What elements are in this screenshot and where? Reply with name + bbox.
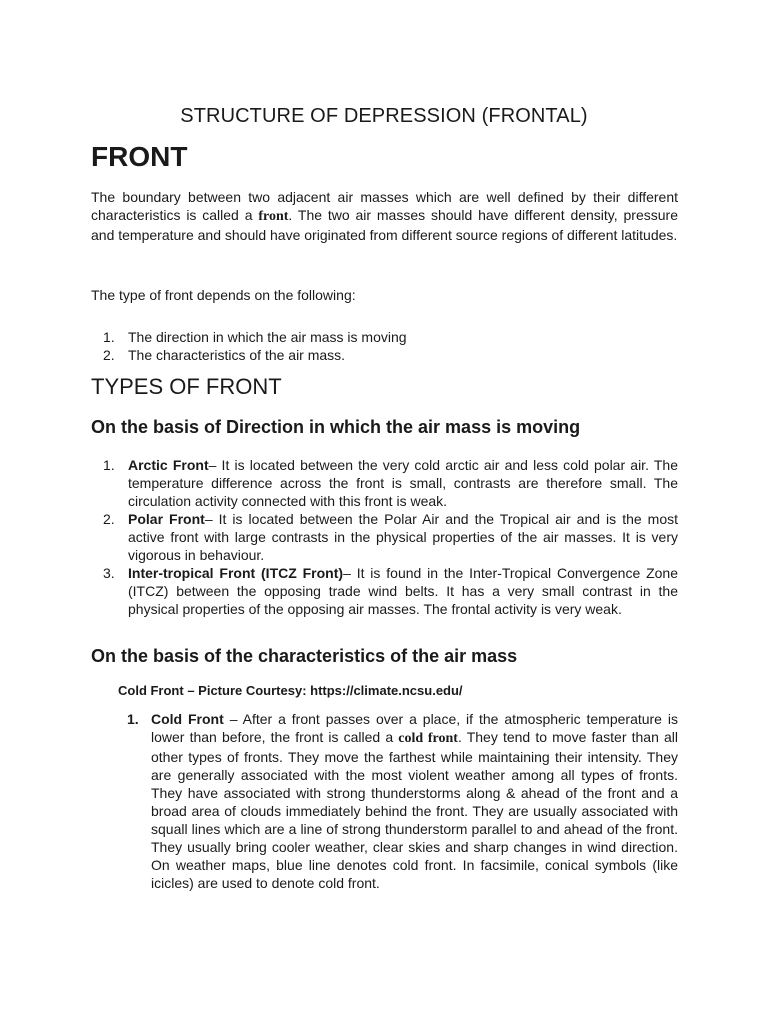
list-description: – It is located between the Polar Air and the Tropical air and is the most active front with large contrasts in the physical properties of the air masses. It is very vigorous in behaviour. bbox=[128, 511, 679, 563]
list-item bbox=[91, 456, 678, 510]
intro-text-before: The boundary between two adjacent air masses which are well defined by their different characteristics is called a bbox=[91, 189, 678, 223]
cold-front-before: – After a front passes over a place, if the atmospheric temperature is lower than before, the front is called a bbox=[151, 711, 678, 745]
intro-term: front bbox=[258, 209, 289, 224]
front-heading: FRONT bbox=[91, 141, 188, 172]
cold-front-text bbox=[151, 710, 678, 892]
list-text: The characteristics of the air mass. bbox=[128, 347, 346, 363]
list-number: 1. bbox=[103, 329, 115, 345]
list-number: 1. bbox=[103, 457, 115, 473]
list-text bbox=[128, 564, 678, 618]
list-item bbox=[91, 510, 678, 564]
list-text bbox=[128, 510, 678, 564]
list-number: 2. bbox=[103, 347, 115, 363]
direction-heading: On the basis of Direction in which the air mass is moving bbox=[91, 417, 581, 437]
list-description: – It is located between the very cold arctic air and less cold polar air. The temperature difference across the front is small, contrasts are therefore small. The circulation activity connected with this front is weak. bbox=[128, 457, 678, 509]
list-item bbox=[91, 328, 678, 346]
list-item bbox=[91, 346, 678, 364]
list-number: 2. bbox=[103, 511, 115, 527]
depends-list bbox=[91, 328, 678, 364]
list-text: The direction in which the air mass is moving bbox=[128, 329, 407, 345]
depends-intro: The type of front depends on the following: bbox=[91, 287, 356, 303]
list-term: Polar Front bbox=[128, 511, 205, 527]
types-heading: TYPES OF FRONT bbox=[91, 374, 282, 399]
list-term: Arctic Front bbox=[128, 457, 209, 473]
cold-front-term-inline: cold front bbox=[398, 731, 458, 746]
cold-front-item bbox=[127, 710, 678, 892]
document-title: STRUCTURE OF DEPRESSION (FRONTAL) bbox=[180, 105, 588, 127]
list-item bbox=[91, 564, 678, 618]
list-term: Inter-tropical Front (ITCZ Front) bbox=[128, 565, 344, 581]
characteristics-heading: On the basis of the characteristics of the air mass bbox=[91, 646, 518, 666]
figure-caption: Cold Front – Picture Courtesy: https://climate.ncsu.edu/ bbox=[118, 683, 463, 698]
intro-text-after: . The two air masses should have different density, pressure and temperature and should have originated from different source regions of different latitudes. bbox=[91, 207, 678, 243]
list-description: – It is found in the Inter-Tropical Convergence Zone (ITCZ) between the opposing trade wind belts. It has a very small contrast in the physical properties of the opposing air masses. The frontal activity is very weak. bbox=[128, 565, 678, 617]
direction-list bbox=[91, 456, 678, 618]
list-number: 1. bbox=[127, 711, 139, 727]
intro-paragraph bbox=[91, 188, 678, 244]
list-number: 3. bbox=[103, 565, 115, 581]
cold-front-term: Cold Front bbox=[151, 711, 224, 727]
cold-front-after: . They tend to move faster than all other types of fronts. They move the farthest while maintaining their intensity. They are generally associated with the most violent weather among all types of fronts. They have associated with strong thunderstorms along & ahead of the front and a broad area of clouds immediately behind the front. They are usually associated with squall lines which are a line of strong thunderstorm parallel to and ahead of the front. They usually bring cooler weather, clear skies and sharp changes in wind direction. On weather maps, blue line denotes cold front. In facsimile, conical symbols (like icicles) are used to denote cold front. bbox=[151, 729, 678, 891]
list-text bbox=[128, 456, 678, 510]
